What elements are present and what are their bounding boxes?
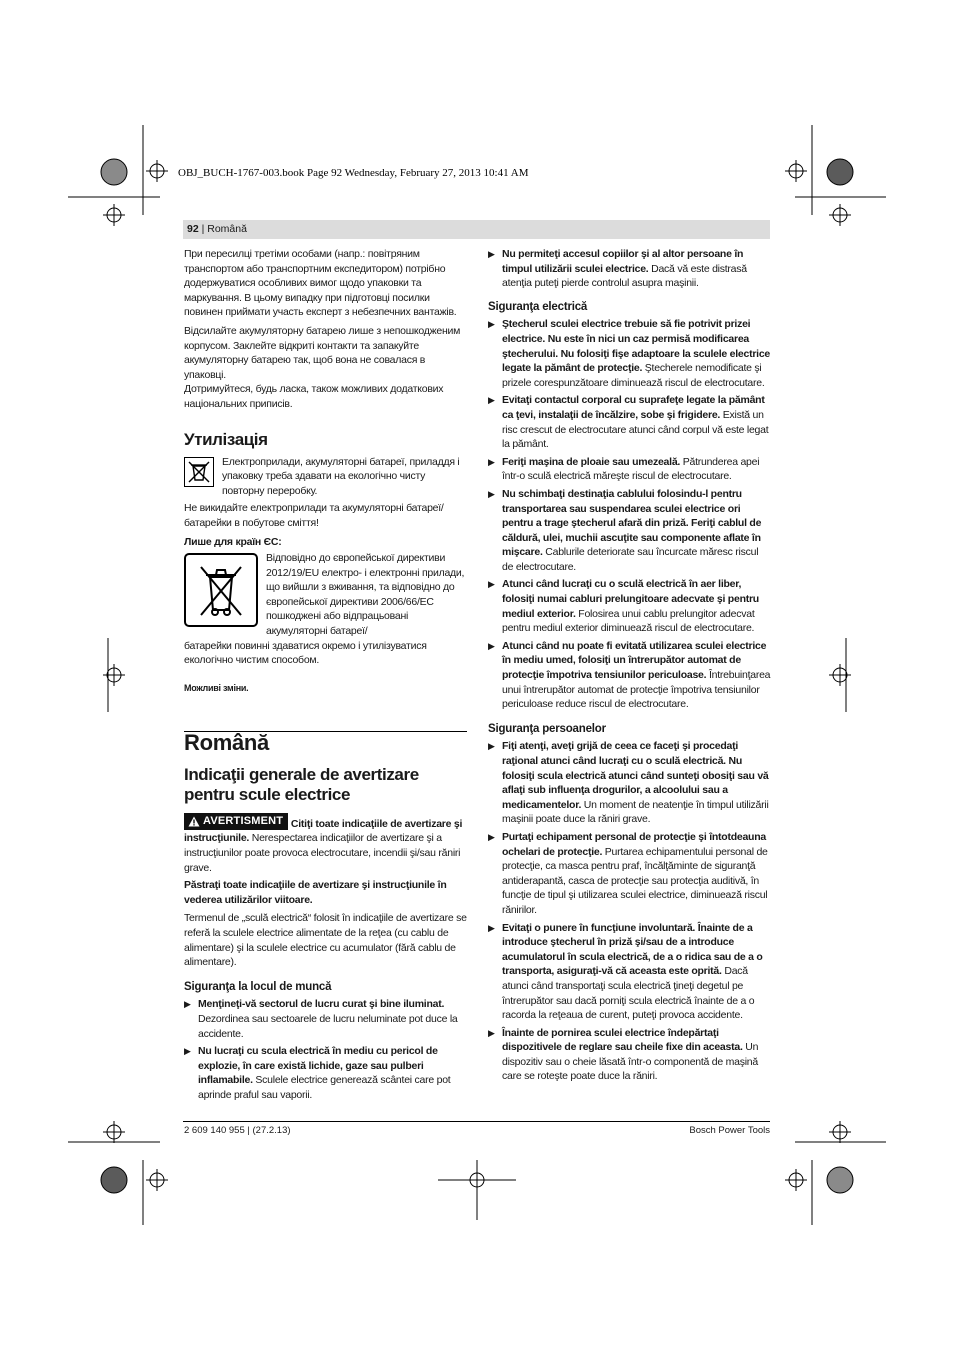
triangle-right-icon: ▶ — [488, 488, 495, 499]
triangle-right-icon: ▶ — [488, 579, 495, 590]
warning-triangle-icon — [188, 816, 200, 827]
triangle-right-icon: ▶ — [488, 1027, 495, 1038]
keep-instructions: Păstraţi toate indicaţiile de avertizare şi instrucţiunile în vederea utilizărilor viitoare. — [184, 879, 447, 906]
page-header — [187, 223, 247, 235]
weee-bin-icon — [184, 553, 258, 627]
personal-safety-heading: Siguranţa persoanelor — [488, 722, 606, 735]
utilization-heading: Утилізація — [184, 429, 268, 449]
list-item: ▶ Atunci când nu poate fi evitată utilizarea sculei electrice în mediu umed, folosiţi un întrerupător automat de protecţie împotriva tensiunilor periculoase. Întrebuinţarea unui întrerupător automat de protecţie împotriva tensiunilor periculoase reduce riscul de electrocutare. — [488, 639, 771, 711]
list-item: ▶ Purtaţi echipament personal de protecţie şi întotdeauna ochelari de protecţie. Purtarea echipamentului personal de protecţie, ca masca pentru praf, încălţăminte de siguranţă antiderapantă, casca de protecţie sau protecţia auditivă, în funcţie de tipul şi utilizarea sculei electrice, diminuează riscul rănirilor. — [488, 830, 768, 916]
crossed-out-bin-icon — [184, 457, 214, 487]
warning-badge: AVERTISMENT — [184, 813, 288, 830]
footer-rule — [183, 1121, 770, 1122]
general-warnings-heading: Indicaţii generale de avertizare pentru scule electrice — [184, 765, 419, 805]
footer-doc-number: 2 609 140 955 | (27.2.13) — [184, 1125, 291, 1136]
eu-directive-text: Відповідно до європейської директиви 2012/19/EU електро- і електронні прилади, що вийшли з вживання, та відповідно до європейської директиви 2006/66/EC пошкоджені або відпрацьовані акумуляторні батареї/ — [266, 552, 465, 638]
shipping-paragraph-3: Дотримуйтеся, будь ласка, також можливих додаткових національних приписів. — [184, 383, 444, 410]
page-header-bar — [183, 220, 770, 239]
page-number: 92 — [187, 223, 199, 235]
triangle-right-icon: ▶ — [488, 456, 495, 467]
triangle-right-icon: ▶ — [488, 395, 495, 406]
book-slug: OBJ_BUCH-1767-003.book Page 92 Wednesday, February 27, 2013 10:41 AM — [178, 167, 529, 179]
triangle-right-icon: ▶ — [488, 741, 495, 752]
triangle-right-icon: ▶ — [184, 999, 191, 1010]
header-separator: | — [198, 223, 208, 235]
triangle-right-icon: ▶ — [488, 249, 495, 259]
utilization-warning: Не викидайте електроприлади та акумуляторні батареї/батарейки в побутове сміття! — [184, 502, 444, 529]
term-definition: Termenul de „sculă electrică“ folosit în indicaţiile de avertizare se referă la sculele electrice alimentate de la reţea (cu cablu de alimentare) şi la sculele electrice cu acumulator (fără cablu de alimentare). — [184, 912, 467, 969]
workplace-safety-heading: Siguranţa la locul de muncă — [184, 980, 332, 993]
list-item: ▶ Nu permiteţi accesul copiilor şi al altor persoane în timpul utilizării sculei electrice. Dacă vă este distrasă atenţia puteţi pierde controlul asupra maşinii. — [488, 248, 747, 290]
header-language: Română — [207, 223, 247, 235]
list-item: ▶ Fiţi atenţi, aveţi grijă de ceea ce faceţi şi procedaţi raţional atunci când lucraţi cu o sculă electrică. Nu folosiţi scula electrică atunci când sunteţi obosiţi sau vă aflaţi sub influenţa drogurilor, a alcoolului sau a medicamentelor. Un moment de neatenţie în timpul utilizării maşinii poate duce la răniri grave. — [488, 740, 769, 826]
right-column — [488, 247, 771, 1084]
language-heading: Română — [184, 730, 269, 756]
triangle-right-icon: ▶ — [488, 319, 495, 330]
triangle-right-icon: ▶ — [184, 1046, 191, 1057]
warning-bold: Citiţi toate indicaţiile de avertizare şi instrucţiunile. — [184, 817, 463, 845]
electrical-safety-heading: Siguranţa electrică — [488, 300, 588, 313]
list-item: ▶ Nu schimbaţi destinaţia cablului folosindu-l pentru transportarea sau suspendarea sculei electrice ori pentru a trage ştecherul afară din priză. Feriţi cablul de căldură, ulei, muchii ascuţite sau componente aflate în mişcare. Cablurile deteriorate sau încurcate măresc riscul de electrocutare. — [488, 487, 762, 573]
list-item: ▶ Feriţi maşina de ploaie sau umezeală. Pătrunderea apei într-o sculă electrică măreşte riscul de electrocutare. — [488, 455, 760, 483]
subject-to-change: Можливі зміни. — [184, 682, 249, 693]
shipping-paragraph-2: Відсилайте акумуляторну батарею лише з непошкодженим корпусом. Заклейте відкриті контакти та запакуйте акумуляторну батарею так, щоб вона не совалася в упаковці. — [184, 324, 461, 381]
utilization-block — [184, 455, 467, 499]
warning-paragraph — [184, 813, 467, 875]
eu-block — [184, 551, 467, 639]
list-item: ▶ Nu lucraţi cu scula electrică în mediu cu pericol de explozie, în care există lichide, gaze sau pulberi inflamabile. Sculele electrice generează scântei care pot aprinde praful sau vaporii. — [184, 1045, 451, 1101]
list-item: ▶ Atunci când lucraţi cu o sculă electrică în aer liber, folosiţi numai cabluri prelungitoare adecvate şi pentru mediul exterior. Folosirea unui cablu prelungitor adecvat pentru mediul exterior diminuează riscul de electrocutare. — [488, 578, 759, 635]
shipping-paragraph: При пересилці третіми особами (напр.: повітряним транспортом або транспортним експедитором) потрібно додержуватися особливих вимог щодо упаковки та маркування. В цьому випадку при підготовці посилки повинен приймати участь експерт з небезпечних вантажів. — [184, 248, 457, 319]
triangle-right-icon: ▶ — [488, 922, 495, 933]
footer-brand: Bosch Power Tools — [689, 1125, 770, 1136]
eu-directive-text-2: батарейки повинні здаватися окремо і утилізуватися екологічно чистим способом. — [184, 639, 427, 667]
warning-text: Nerespectarea indicaţiilor de avertizare şi a instrucţiunilor poate provoca electrocutare, incendii şi/sau răniri grave. — [184, 832, 461, 874]
list-item: ▶ Ştecherul sculei electrice trebuie să fie potrivit prizei electrice. Nu este în nici un caz permisă modificarea ştecherului. Nu folosiţi fişe adaptoare la sculele electrice legate la pământ de protecţie. Ştecherele nemodificate şi prizele corespunzătoare diminuează riscul de electrocutare. — [488, 318, 771, 389]
eu-label: Лише для країн ЄС: — [184, 535, 282, 548]
utilization-text: Електроприлади, акумуляторні батареї, приладдя і упаковку треба здавати на екологічно чисту повторну переробку. — [222, 455, 460, 497]
list-item: ▶ Evitaţi o punere în funcţiune involuntară. Înainte de a introduce ştecherul în priză şi/sau de a introduce acumulatorul în scula electrică, de a o ridica sau de a o transporta, asiguraţi-vă că aceasta este oprită. Dacă atunci când transportaţi scula electrică ţineţi degetul pe întrerupător sau dacă porniţi scula electrică înainte de a o racorda la reţeaua de curent, puteţi provoca accidente. — [488, 921, 763, 1022]
list-item: ▶ Înainte de pornirea sculei electrice îndepărtaţi dispozitivele de reglare sau cheile fixe din aceasta. Un dispozitiv sau o cheie lăsată într-o componentă de maşină care se roteşte poate duce la răniri. — [488, 1026, 759, 1083]
triangle-right-icon: ▶ — [488, 831, 495, 842]
list-item: ▶ Menţineţi-vă sectorul de lucru curat şi bine iluminat. Dezordinea sau sectoarele de lucru neluminate pot duce la accidente. — [184, 998, 458, 1040]
list-item: ▶ Evitaţi contactul corporal cu suprafeţe legate la pământ ca ţevi, instalaţii de încălzire, sobe şi frigidere. Există un risc crescut de electrocutare atunci când corpul vă este legat la pământ. — [488, 394, 769, 451]
triangle-right-icon: ▶ — [488, 640, 495, 651]
left-column — [184, 247, 467, 1103]
